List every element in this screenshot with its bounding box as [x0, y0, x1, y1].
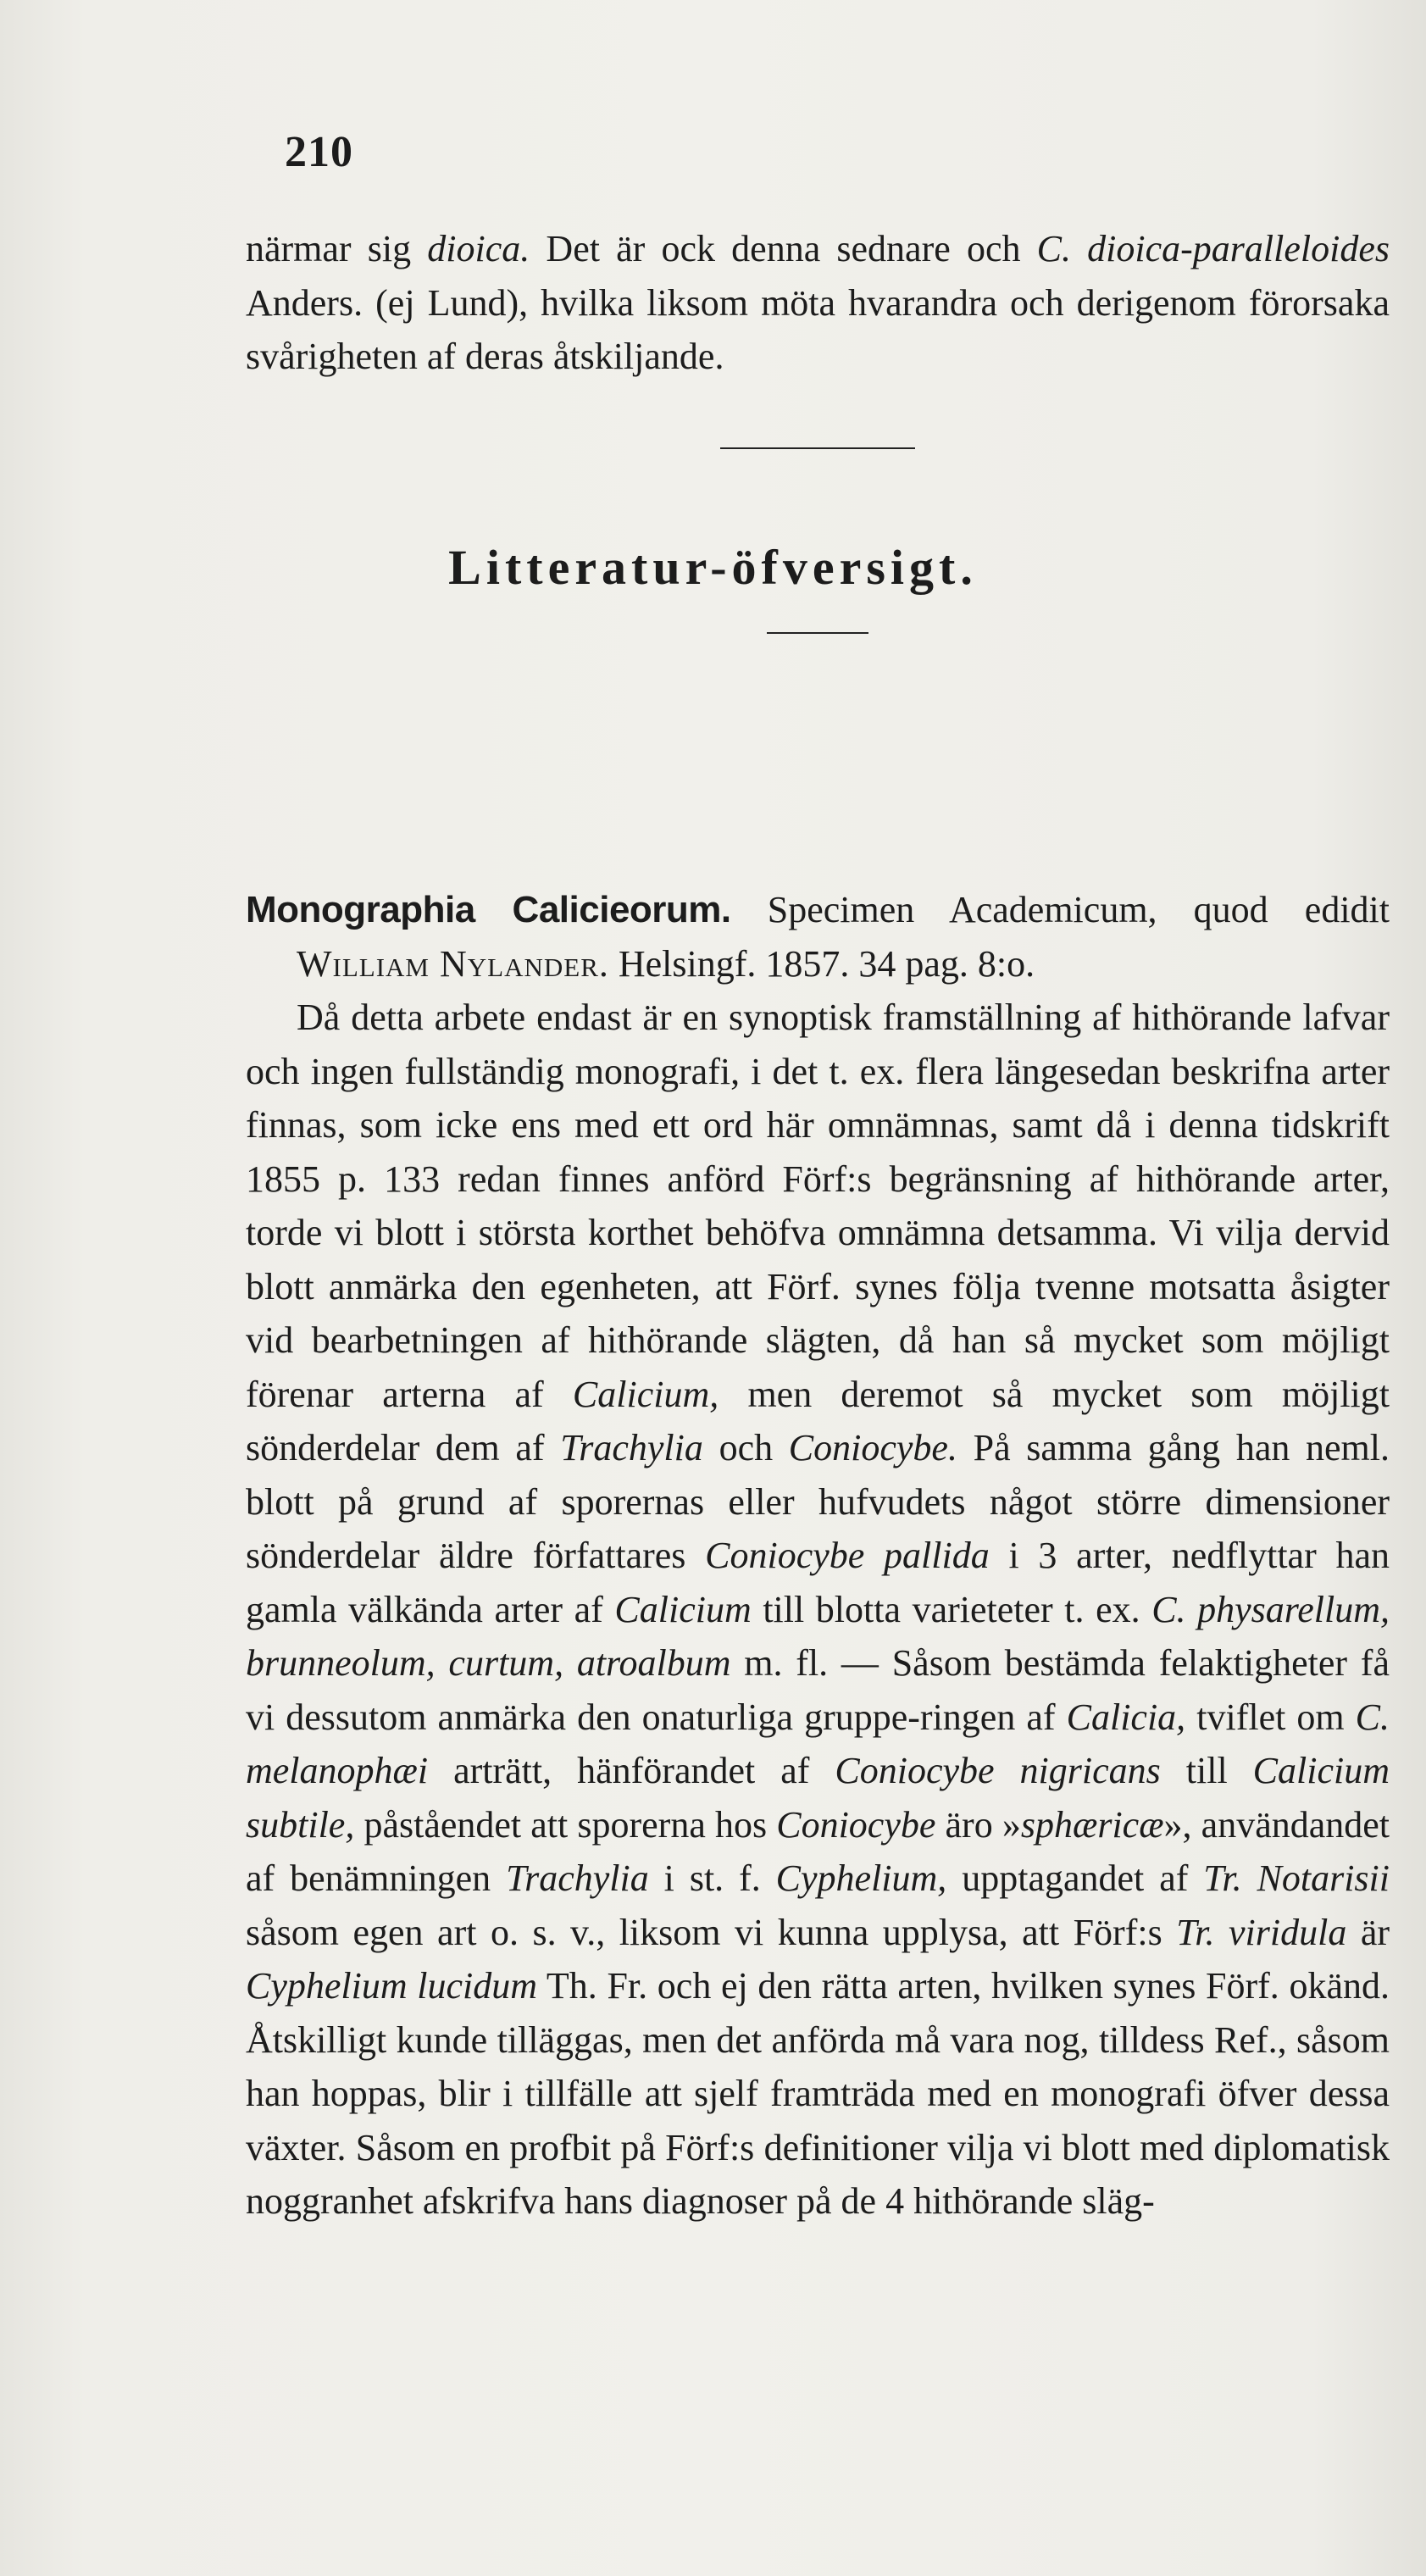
review-body [246, 883, 1390, 2229]
review-paragraph: Då detta arbete endast är en synoptisk framställning af hithörande lafvar och ingen fullständig monografi, i det t. ex. flera längesedan beskrifna arter finnas, som icke ens med ett ord här omnämnas, samt då i denna tidskrift 1855 p. 133 redan finnes anförd Förf:s begränsning af hithörande arter, torde vi blott i största korthet behöfva omnämna detsamma. Vi vilja dervid blott anmärka den egenheten, att Förf. synes följa tvenne motsatta åsigter vid bearbetningen af hithörande slägten, då han så mycket som möjligt förenar arterna af Calicium, men deremot så mycket som möjligt sönderdelar dem af Trachylia och Coniocybe. På samma gång han neml. blott på grund af sporernas eller hufvudets något större dimensioner sönderdelar äldre författares Coniocybe pallida i 3 arter, nedflyttar han gamla välkända arter af Calicium till blotta varieteter t. ex. C. physarellum, brunneolum, curtum, atroalbum m. fl. — Såsom bestämda felaktigheter få vi dessutom anmärka den onaturliga gruppe-ringen af Calicia, tviflet om C. melanophæi arträtt, hänförandet af Coniocybe nigricans till Calicium subtile, påståendet att sporerna hos Coniocybe äro »sphæricæ», användandet af benämningen Trachylia i st. f. Cyphelium, upptagandet af Tr. Notarisii såsom egen art o. s. v., liksom vi kunna upplysa, att Förf:s Tr. viridula är Cyphelium lucidum Th. Fr. och ej den rätta arten, hvilken synes Förf. okänd. Åtskilligt kunde tilläggas, men det anförda må vara nog, tilldess Ref., såsom han hoppas, blir i tillfälle att sjelf framträda med en monografi öfver dessa växter. Såsom en profbit på Förf:s definitioner vilja vi blott med diplomatisk noggranhet afskrifva hans diagnoser på de 4 hithörande släg- [246, 997, 1390, 2222]
title-divider [767, 632, 868, 634]
section-title: Litteratur-öfversigt. [448, 540, 978, 595]
reference-title: Monographia Calicieorum. [246, 889, 731, 930]
reference-entry: Monographia Calicieorum. Specimen Academicum, quod edidit William Nylander. Helsingf. 1857. 34 pag. 8:o. [246, 889, 1390, 985]
page-number: 210 [285, 128, 353, 176]
paragraph-continuation: närmar sig dioica. Det är ock denna sednare och C. dioica-paralleloides Anders. (ej Lund), hvilka liksom möta hvarandra och derigenom förorsaka svårigheten af deras åtskiljande. [246, 228, 1390, 377]
reference-author: William Nylander. [297, 942, 609, 985]
section-divider [720, 447, 915, 449]
